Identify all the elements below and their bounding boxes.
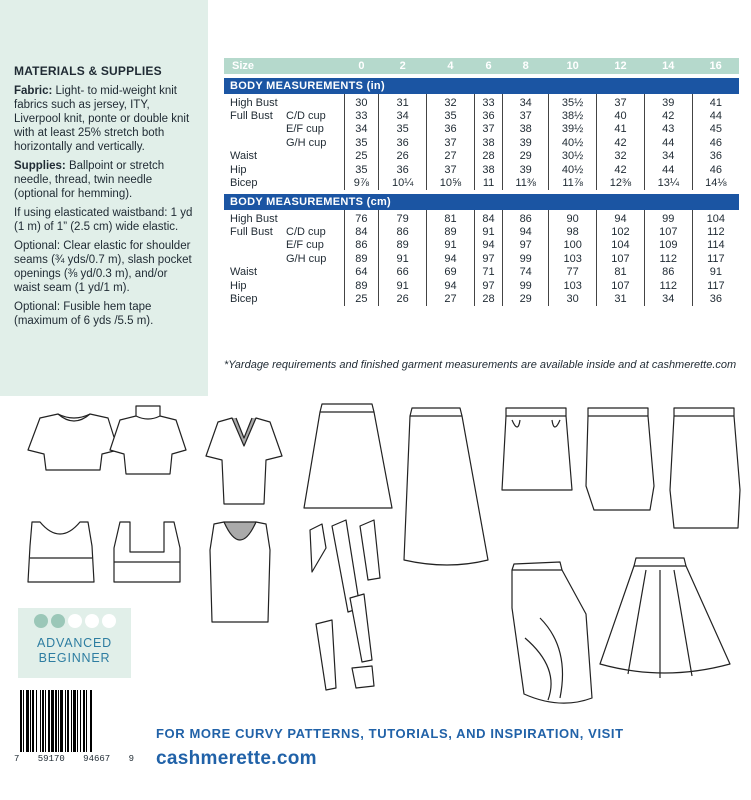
skill-dot (102, 614, 116, 628)
measurement-row (224, 225, 739, 239)
measurement-value: 89 (344, 279, 379, 293)
measurement-value: 66 (379, 266, 427, 280)
measurement-value: 103 (549, 252, 597, 266)
skill-level-badge (18, 608, 131, 678)
measurement-value: 99 (503, 279, 549, 293)
measurement-value: 35 (344, 136, 379, 150)
barcode-bar (58, 690, 59, 752)
measurement-value: 42 (597, 163, 645, 177)
skill-dot (85, 614, 99, 628)
size-chart (224, 58, 739, 306)
mini-skirt-illustration (502, 408, 572, 490)
measurement-row (224, 136, 739, 150)
supplies-text: Ballpoint or stretch needle, thread, twin needle (optional for hemming). (14, 160, 165, 200)
measurement-value: 37 (427, 136, 475, 150)
measurement-value: 94 (597, 210, 645, 225)
measurement-value: 39 (644, 94, 692, 109)
barcode-bar (30, 690, 31, 752)
measurement-value: 86 (644, 266, 692, 280)
measurement-value: 42 (644, 109, 692, 123)
cup-label (286, 163, 344, 177)
measurement-value: 33 (474, 94, 502, 109)
measurement-value: 11⅞ (549, 177, 597, 191)
garment-sketches (0, 398, 751, 728)
maxi-skirt-illustration (404, 408, 488, 565)
measurement-value: 117 (692, 252, 739, 266)
measurement-value: 41 (692, 94, 739, 109)
measurement-value: 29 (503, 293, 549, 307)
size-value: 2 (379, 58, 427, 74)
measurement-value: 32 (427, 94, 475, 109)
size-label: Size (224, 58, 344, 74)
crop-tank-illustration (28, 522, 94, 582)
barcode-bar (48, 690, 50, 752)
materials-panel (0, 0, 208, 396)
barcode-bar (77, 690, 78, 752)
sleeve-pieces-illustration (310, 520, 380, 690)
measurement-value: 12⅜ (597, 177, 645, 191)
measurement-value: 91 (379, 252, 427, 266)
pencil-skirt-illustration (586, 408, 654, 510)
measurement-value: 32 (597, 150, 645, 164)
measurement-value: 36 (692, 293, 739, 307)
measurement-value: 28 (474, 293, 502, 307)
barcode-bar (36, 690, 37, 752)
measurement-value: 79 (379, 210, 427, 225)
measurement-value: 31 (597, 293, 645, 307)
measurement-row (224, 177, 739, 191)
cup-label: C/D cup (286, 109, 326, 122)
measurement-value: 109 (644, 239, 692, 253)
measurement-value: 99 (644, 210, 692, 225)
barcode-bar (65, 690, 66, 752)
measurement-value: 77 (549, 266, 597, 280)
barcode-digits (14, 754, 134, 764)
measurement-value: 35 (379, 123, 427, 137)
size-value: 6 (474, 58, 502, 74)
measurement-value: 43 (644, 123, 692, 137)
measurement-value: 38 (474, 163, 502, 177)
yardage-note: *Yardage requirements and finished garment measurements are available inside and at cashmerette.com (224, 359, 737, 371)
measurement-value: 44 (644, 163, 692, 177)
measurement-label (224, 252, 286, 266)
measurement-label: Hip (230, 163, 247, 176)
measurement-value: 91 (692, 266, 739, 280)
footer-call-to-action: FOR MORE CURVY PATTERNS, TUTORIALS, AND INSPIRATION, VISIT (156, 726, 624, 741)
measurement-value: 36 (692, 150, 739, 164)
measurement-label: Hip (230, 279, 247, 292)
measurement-value: 40½ (549, 136, 597, 150)
cup-label (286, 279, 344, 293)
barcode-bar (80, 690, 81, 752)
barcode-bar (26, 690, 29, 752)
circle-skirt-illustration (600, 558, 730, 678)
cup-label: E/F cup (286, 239, 324, 252)
measurement-value: 97 (474, 279, 502, 293)
barcode-bar (42, 690, 44, 752)
barcode-digit-group: 9 (128, 754, 134, 764)
measurement-row (224, 123, 739, 137)
measurement-value: 69 (427, 266, 475, 280)
barcode-bar (73, 690, 76, 752)
measurement-value: 38 (503, 123, 549, 137)
measurement-row (224, 210, 739, 225)
skill-dots (18, 614, 131, 628)
measurement-value: 30½ (549, 150, 597, 164)
inches-section-title: BODY MEASUREMENTS (in) (224, 78, 739, 94)
size-value: 10 (549, 58, 597, 74)
inches-section-header (224, 78, 739, 94)
measurement-value: 90 (549, 210, 597, 225)
cup-label (286, 94, 344, 109)
measurement-value: 98 (549, 225, 597, 239)
measurement-value: 36 (474, 109, 502, 123)
measurement-value: 30 (344, 94, 379, 109)
measurement-row (224, 266, 739, 280)
measurement-value: 38½ (549, 109, 597, 123)
measurement-row (224, 293, 739, 307)
cropped-tee-illustration (28, 414, 118, 470)
measurement-value: 40½ (549, 163, 597, 177)
cup-label: C/D cup (286, 225, 326, 238)
measurement-value: 94 (474, 239, 502, 253)
cup-label: G/H cup (286, 252, 327, 265)
fabric-paragraph (14, 84, 196, 154)
supplies-paragraph (14, 159, 196, 201)
measurement-value: 91 (427, 239, 475, 253)
measurement-value: 104 (597, 239, 645, 253)
measurement-value: 27 (427, 150, 475, 164)
measurement-value: 89 (344, 252, 379, 266)
cup-label (286, 266, 344, 280)
measurement-value: 38 (474, 136, 502, 150)
measurement-label: High Bust (230, 213, 278, 225)
measurement-value: 34 (344, 123, 379, 137)
barcode-bar (20, 690, 22, 752)
barcode-bar (40, 690, 41, 752)
measurement-row (224, 109, 739, 123)
footer-website-link[interactable]: cashmerette.com (156, 748, 317, 769)
measurement-value: 39 (503, 136, 549, 150)
skill-dot (68, 614, 82, 628)
measurement-value: 107 (644, 225, 692, 239)
measurement-value: 104 (692, 210, 739, 225)
measurement-value: 36 (379, 163, 427, 177)
measurement-value: 46 (692, 136, 739, 150)
barcode-digit-group: 59170 (37, 754, 65, 764)
measurement-value: 112 (692, 225, 739, 239)
measurement-value: 39½ (549, 123, 597, 137)
measurement-value: 36 (427, 123, 475, 137)
measurement-label: Full Bust (230, 225, 273, 238)
square-neck-tank-illustration (114, 522, 180, 582)
measurement-value: 112 (644, 252, 692, 266)
barcode-digit-group: 7 (14, 754, 20, 764)
measurement-value: 37 (427, 163, 475, 177)
measurement-value: 27 (427, 293, 475, 307)
measurement-value: 11⅜ (503, 177, 549, 191)
measurement-value: 86 (503, 210, 549, 225)
elastic-paragraph: If using elasticated waistband: 1 yd (1 m) of 1” (2.5 cm) wide elastic. (14, 207, 193, 233)
skill-dot (51, 614, 65, 628)
barcode-bar (86, 690, 87, 752)
v-neck-tee-illustration (206, 418, 282, 504)
measurement-label: Waist (230, 150, 258, 163)
measurement-label (224, 239, 286, 253)
measurement-value: 37 (503, 109, 549, 123)
barcode-bar (83, 690, 85, 752)
measurement-value: 86 (379, 225, 427, 239)
measurement-value: 37 (597, 94, 645, 109)
cm-section-header (224, 194, 739, 210)
measurement-row (224, 252, 739, 266)
barcode-bar (71, 690, 72, 752)
measurement-value: 13¼ (644, 177, 692, 191)
barcode-bar (67, 690, 69, 752)
measurement-value: 94 (427, 279, 475, 293)
measurement-value: 35 (427, 109, 475, 123)
measurement-value: 28 (474, 150, 502, 164)
skill-level-line2: BEGINNER (38, 651, 111, 665)
size-value: 0 (344, 58, 379, 74)
cm-section-title: BODY MEASUREMENTS (cm) (224, 194, 739, 210)
measurement-value: 40 (597, 109, 645, 123)
size-header-row (224, 58, 739, 74)
measurement-value: 94 (503, 225, 549, 239)
measurement-value: 84 (474, 210, 502, 225)
cup-label (286, 150, 344, 164)
draped-skirt-illustration (512, 562, 592, 703)
barcode-bar (23, 690, 24, 752)
turtleneck-tee-illustration (110, 406, 186, 474)
measurement-value: 35 (344, 163, 379, 177)
measurement-value: 34 (379, 109, 427, 123)
measurement-value: 97 (474, 252, 502, 266)
measurement-value: 41 (597, 123, 645, 137)
measurement-value: 103 (549, 279, 597, 293)
fabric-label: Fabric: (14, 85, 53, 97)
measurement-value: 9⅞ (344, 177, 379, 191)
cup-label (286, 293, 344, 307)
measurement-value: 25 (344, 293, 379, 307)
cup-label: E/F cup (286, 123, 324, 136)
measurement-label: Full Bust (230, 109, 273, 122)
barcode-bar (60, 690, 63, 752)
measurement-value: 34 (503, 94, 549, 109)
measurement-value: 11 (474, 177, 502, 191)
measurement-label: Waist (230, 266, 258, 279)
measurement-row (224, 94, 739, 109)
measurement-value: 81 (427, 210, 475, 225)
tank-top-illustration (210, 522, 270, 622)
measurement-value: 34 (644, 293, 692, 307)
measurement-value: 99 (503, 252, 549, 266)
a-line-skirt-illustration (304, 404, 392, 508)
measurement-value: 10¼ (379, 177, 427, 191)
size-value: 16 (692, 58, 739, 74)
barcode-digit-group: 94667 (83, 754, 111, 764)
measurement-value: 114 (692, 239, 739, 253)
optional-elastic-paragraph: Optional: Clear elastic for shoulder seams (¾ yds/0.7 m), slash pocket openings (⅜ yd/0.3 m), and/or waist seam (1 yd/1 m). (14, 240, 192, 294)
skill-dot (34, 614, 48, 628)
measurement-value: 46 (692, 163, 739, 177)
measurement-value: 76 (344, 210, 379, 225)
measurement-value: 39 (503, 163, 549, 177)
measurement-value: 112 (644, 279, 692, 293)
skill-level-line1: ADVANCED (37, 636, 112, 650)
barcode-bar (90, 690, 92, 752)
measurement-value: 64 (344, 266, 379, 280)
barcode-bar (51, 690, 54, 752)
measurement-value: 91 (474, 225, 502, 239)
measurement-value: 25 (344, 150, 379, 164)
measurement-value: 26 (379, 293, 427, 307)
barcode-bar (55, 690, 57, 752)
measurement-value: 44 (644, 136, 692, 150)
measurement-value: 42 (597, 136, 645, 150)
measurement-value: 97 (503, 239, 549, 253)
size-value: 8 (503, 58, 549, 74)
measurement-value: 74 (503, 266, 549, 280)
measurement-label: High Bust (230, 97, 278, 109)
fabric-text: Light- to mid-weight knit fabrics such as jersey, ITY, Liverpool knit, ponte or double knit with at least 25% stretch both horizontally and vertically. (14, 85, 190, 153)
measurement-value: 89 (427, 225, 475, 239)
measurement-label: Bicep (230, 177, 258, 190)
measurement-table (224, 58, 739, 306)
cup-label (286, 210, 344, 225)
measurement-value: 34 (644, 150, 692, 164)
measurement-value: 94 (427, 252, 475, 266)
measurement-row (224, 239, 739, 253)
measurement-value: 30 (549, 293, 597, 307)
measurement-label (224, 136, 286, 150)
materials-title: MATERIALS & SUPPLIES (14, 64, 162, 78)
size-value: 12 (597, 58, 645, 74)
supplies-label: Supplies: (14, 160, 66, 172)
measurement-value: 84 (344, 225, 379, 239)
measurement-value: 100 (549, 239, 597, 253)
garment-illustrations (0, 398, 751, 728)
measurement-row (224, 163, 739, 177)
measurement-label (224, 123, 286, 137)
measurement-value: 35½ (549, 94, 597, 109)
measurement-value: 45 (692, 123, 739, 137)
size-value: 4 (427, 58, 475, 74)
measurement-value: 26 (379, 150, 427, 164)
measurement-value: 31 (379, 94, 427, 109)
cup-label: G/H cup (286, 136, 327, 149)
measurement-value: 117 (692, 279, 739, 293)
measurement-value: 107 (597, 279, 645, 293)
measurement-value: 33 (344, 109, 379, 123)
measurement-value: 89 (379, 239, 427, 253)
barcode-bar (45, 690, 46, 752)
measurement-value: 81 (597, 266, 645, 280)
measurement-value: 44 (692, 109, 739, 123)
cup-label (286, 177, 344, 191)
measurement-value: 36 (379, 136, 427, 150)
measurement-value: 102 (597, 225, 645, 239)
barcode-bar (32, 690, 34, 752)
measurement-value: 86 (344, 239, 379, 253)
size-value: 14 (644, 58, 692, 74)
measurement-value: 91 (379, 279, 427, 293)
measurement-value: 37 (474, 123, 502, 137)
measurement-row (224, 279, 739, 293)
measurement-label: Bicep (230, 293, 258, 306)
measurement-value: 10⅝ (427, 177, 475, 191)
long-pencil-skirt-illustration (670, 408, 740, 528)
measurement-value: 29 (503, 150, 549, 164)
measurement-row (224, 150, 739, 164)
measurement-value: 107 (597, 252, 645, 266)
measurement-value: 71 (474, 266, 502, 280)
optional-tape-paragraph: Optional: Fusible hem tape (maximum of 6 yds /5.5 m). (14, 301, 154, 327)
measurement-value: 14⅛ (692, 177, 739, 191)
